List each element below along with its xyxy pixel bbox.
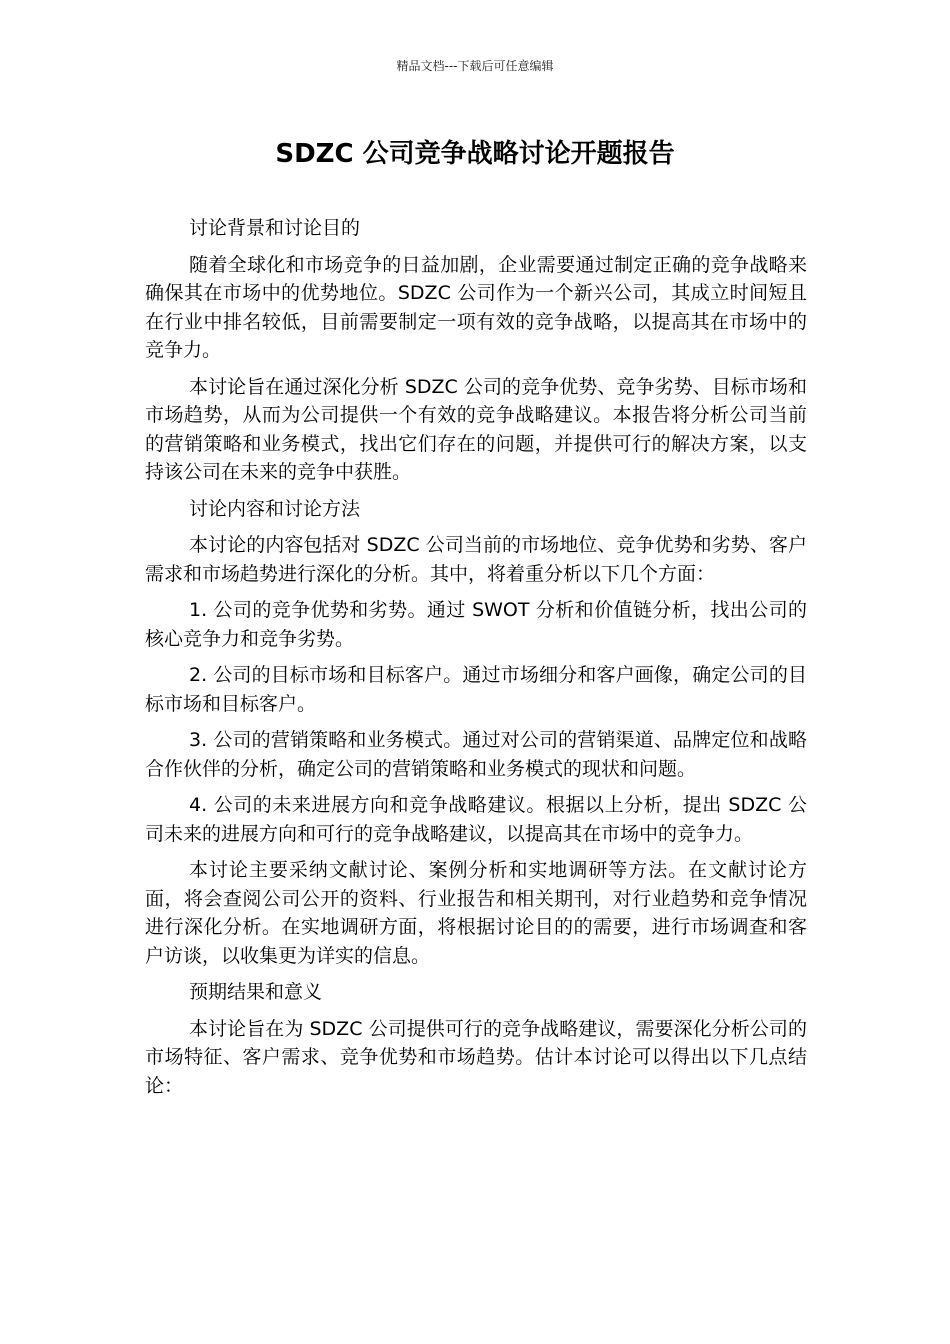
section-heading-background: 讨论背景和讨论目的 — [189, 217, 361, 239]
paragraph-background: 随着全球化和市场竞争的日益加剧，企业需要通过制定正确的竞争战略来确保其在市场中的优势地位。SDZC 公司作为一个新兴公司，其成立时间短且在行业中排名较低，目前需要制定一项有效的竞争战略，以提高其在市场中的竞争力。 — [145, 253, 807, 361]
section-heading-content-method: 讨论内容和讨论方法 — [189, 497, 361, 520]
list-item-future-direction: 4. 公司的未来进展方向和竞争战略建议。根据以上分析，提出 SDZC 公司未来的进展方向和可行的竞争战略建议，以提高其在市场中的竞争力。 — [145, 794, 807, 845]
paragraph-content-scope: 本讨论的内容包括对 SDZC 公司当前的市场地位、竞争优势和劣势、客户需求和市场趋势进行深化的分析。其中，将着重分析以下几个方面： — [145, 534, 807, 585]
list-item-competitive-advantage: 1. 公司的竞争优势和劣势。通过 SWOT 分析和价值链分析，找出公司的核心竞争力和竞争劣势。 — [145, 599, 807, 650]
page-header: 精品文档---下载后可任意编辑 — [396, 59, 554, 73]
list-item-marketing-strategy: 3. 公司的营销策略和业务模式。通过对公司的营销渠道、品牌定位和战略合作伙伴的分析，确定公司的营销策略和业务模式的现状和问题。 — [145, 729, 807, 780]
section-heading-expected-results: 预期结果和意义 — [189, 981, 323, 1003]
document-title: SDZC 公司竞争战略讨论开题报告 — [275, 139, 675, 169]
paragraph-methods: 本讨论主要采纳文献讨论、案例分析和实地调研等方法。在文献讨论方面，将会查阅公司公开的资料、行业报告和相关期刊，对行业趋势和竞争情况进行深化分析。在实地调研方面，将根据讨论目的的需要，进行市场调查和客户访谈，以收集更为详实的信息。 — [145, 859, 807, 967]
list-item-target-market: 2. 公司的目标市场和目标客户。通过市场细分和客户画像，确定公司的目标市场和目标客户。 — [145, 664, 807, 715]
paragraph-purpose: 本讨论旨在通过深化分析 SDZC 公司的竞争优势、竞争劣势、目标市场和市场趋势，从而为公司提供一个有效的竞争战略建议。本报告将分析公司当前的营销策略和业务模式，找出它们存在的问题，并提供可行的解决方案，以支持该公司在未来的竞争中获胜。 — [145, 375, 807, 483]
document-body — [145, 214, 807, 1108]
paragraph-expected-results: 本讨论旨在为 SDZC 公司提供可行的竞争战略建议，需要深化分析公司的市场特征、客户需求、竞争优势和市场趋势。估计本讨论可以得出以下几点结论： — [145, 1017, 807, 1097]
